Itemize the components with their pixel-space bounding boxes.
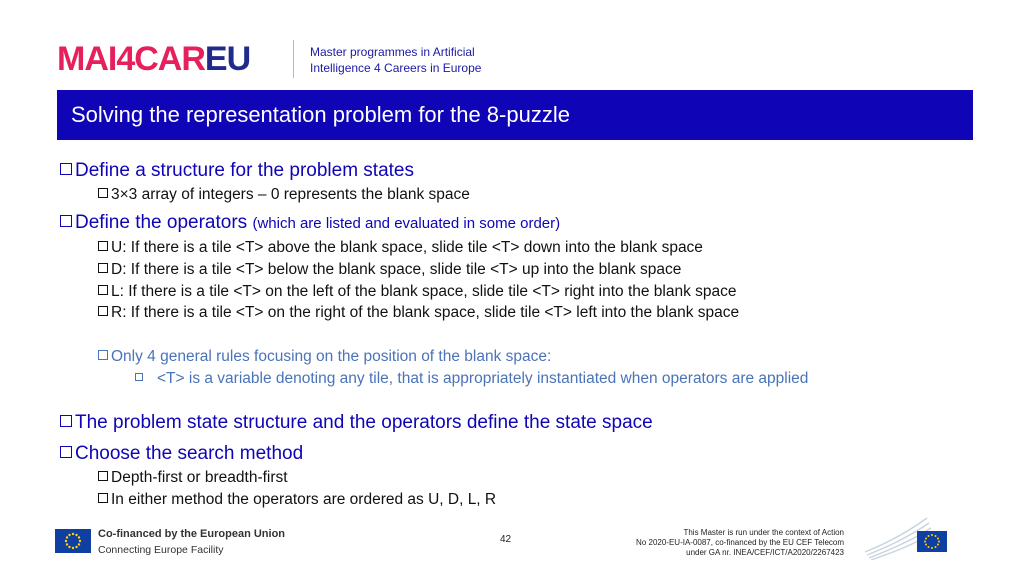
tagline-line-1: Master programmes in Artificial: [310, 45, 475, 59]
page-number: 42: [500, 534, 512, 545]
tagline: [310, 44, 481, 76]
sub-bullet-op-l: [98, 283, 737, 301]
checkbox-bullet-icon: [98, 350, 108, 360]
sub-bullet-array: [98, 186, 470, 204]
sub-bullet-op-u: [98, 239, 703, 257]
checkbox-bullet-icon: [60, 446, 72, 458]
bullet-text: 3×3 array of integers – 0 represents the blank space: [111, 186, 470, 203]
eu-flag-icon: [55, 529, 91, 553]
bullet-state-space: [60, 412, 653, 434]
checkbox-bullet-icon: [98, 241, 108, 251]
bullet-operators: [60, 212, 560, 234]
sub-bullet-op-r: [98, 304, 739, 322]
sub-bullet-rules-note: [98, 348, 551, 366]
bullet-text: D: If there is a tile <T> below the blank space, slide tile <T> up into the blank space: [111, 261, 682, 278]
tagline-line-2: Intelligence 4 Careers in Europe: [310, 61, 482, 75]
checkbox-bullet-icon: [135, 373, 143, 381]
bullet-text: In either method the operators are ordered as U, D, L, R: [111, 491, 497, 508]
checkbox-bullet-icon: [60, 163, 72, 175]
slide-title: Solving the representation problem for the 8-puzzle: [71, 102, 570, 127]
bullet-text: L: If there is a tile <T> on the left of the blank space, slide tile <T> right into the blank space: [111, 283, 737, 300]
sub-sub-bullet-variable: [135, 370, 808, 388]
checkbox-bullet-icon: [98, 471, 108, 481]
bullet-text: Choose the search method: [75, 443, 304, 464]
action-disclaimer: [636, 528, 844, 558]
bullet-text: The problem state structure and the operators define the state space: [75, 412, 653, 433]
bullet-text: R: If there is a tile <T> on the right of the blank space, slide tile <T> left into the blank space: [111, 304, 740, 321]
bullet-note: (which are listed and evaluated in some order): [252, 215, 561, 232]
bullet-search-method: [60, 443, 303, 465]
logo-divider: [293, 40, 294, 78]
checkbox-bullet-icon: [98, 493, 108, 503]
european-commission-logo-icon: [865, 514, 957, 560]
sub-bullet-op-d: [98, 261, 681, 279]
funding-text: Co-financed by the European Union: [98, 528, 286, 540]
mai4careu-logo: [57, 40, 250, 78]
checkbox-bullet-icon: [98, 306, 108, 316]
sub-bullet-search-1: [98, 469, 288, 487]
checkbox-bullet-icon: [98, 285, 108, 295]
disclaimer-line-1: This Master is run under the context of Action: [683, 528, 844, 537]
logo-text-eu: EU: [204, 40, 251, 78]
sub-bullet-search-2: [98, 491, 496, 509]
checkbox-bullet-icon: [98, 263, 108, 273]
bullet-text: <T> is a variable denoting any tile, that is appropriately instantiated when operators are applied: [157, 370, 809, 387]
bullet-text: Define the operators: [75, 212, 248, 233]
slide-title-bar: [57, 90, 973, 140]
bullet-text: Depth-first or breadth-first: [111, 469, 288, 486]
bullet-text: Define a structure for the problem states: [75, 160, 414, 181]
bullet-problem-states: [60, 160, 414, 182]
bullet-text: U: If there is a tile <T> above the blank space, slide tile <T> down into the blank space: [111, 239, 703, 256]
bullet-text: Only 4 general rules focusing on the position of the blank space:: [111, 348, 552, 365]
facility-text: Connecting Europe Facility: [98, 544, 224, 556]
logo-text-main: MAI4CAR: [57, 40, 205, 78]
checkbox-bullet-icon: [60, 415, 72, 427]
checkbox-bullet-icon: [98, 188, 108, 198]
disclaimer-line-2: No 2020-EU-IA-0087, co-financed by the EU CEF Telecom: [636, 538, 844, 547]
disclaimer-line-3: under GA nr. INEA/CEF/ICT/A2020/2267423: [686, 548, 844, 557]
checkbox-bullet-icon: [60, 215, 72, 227]
